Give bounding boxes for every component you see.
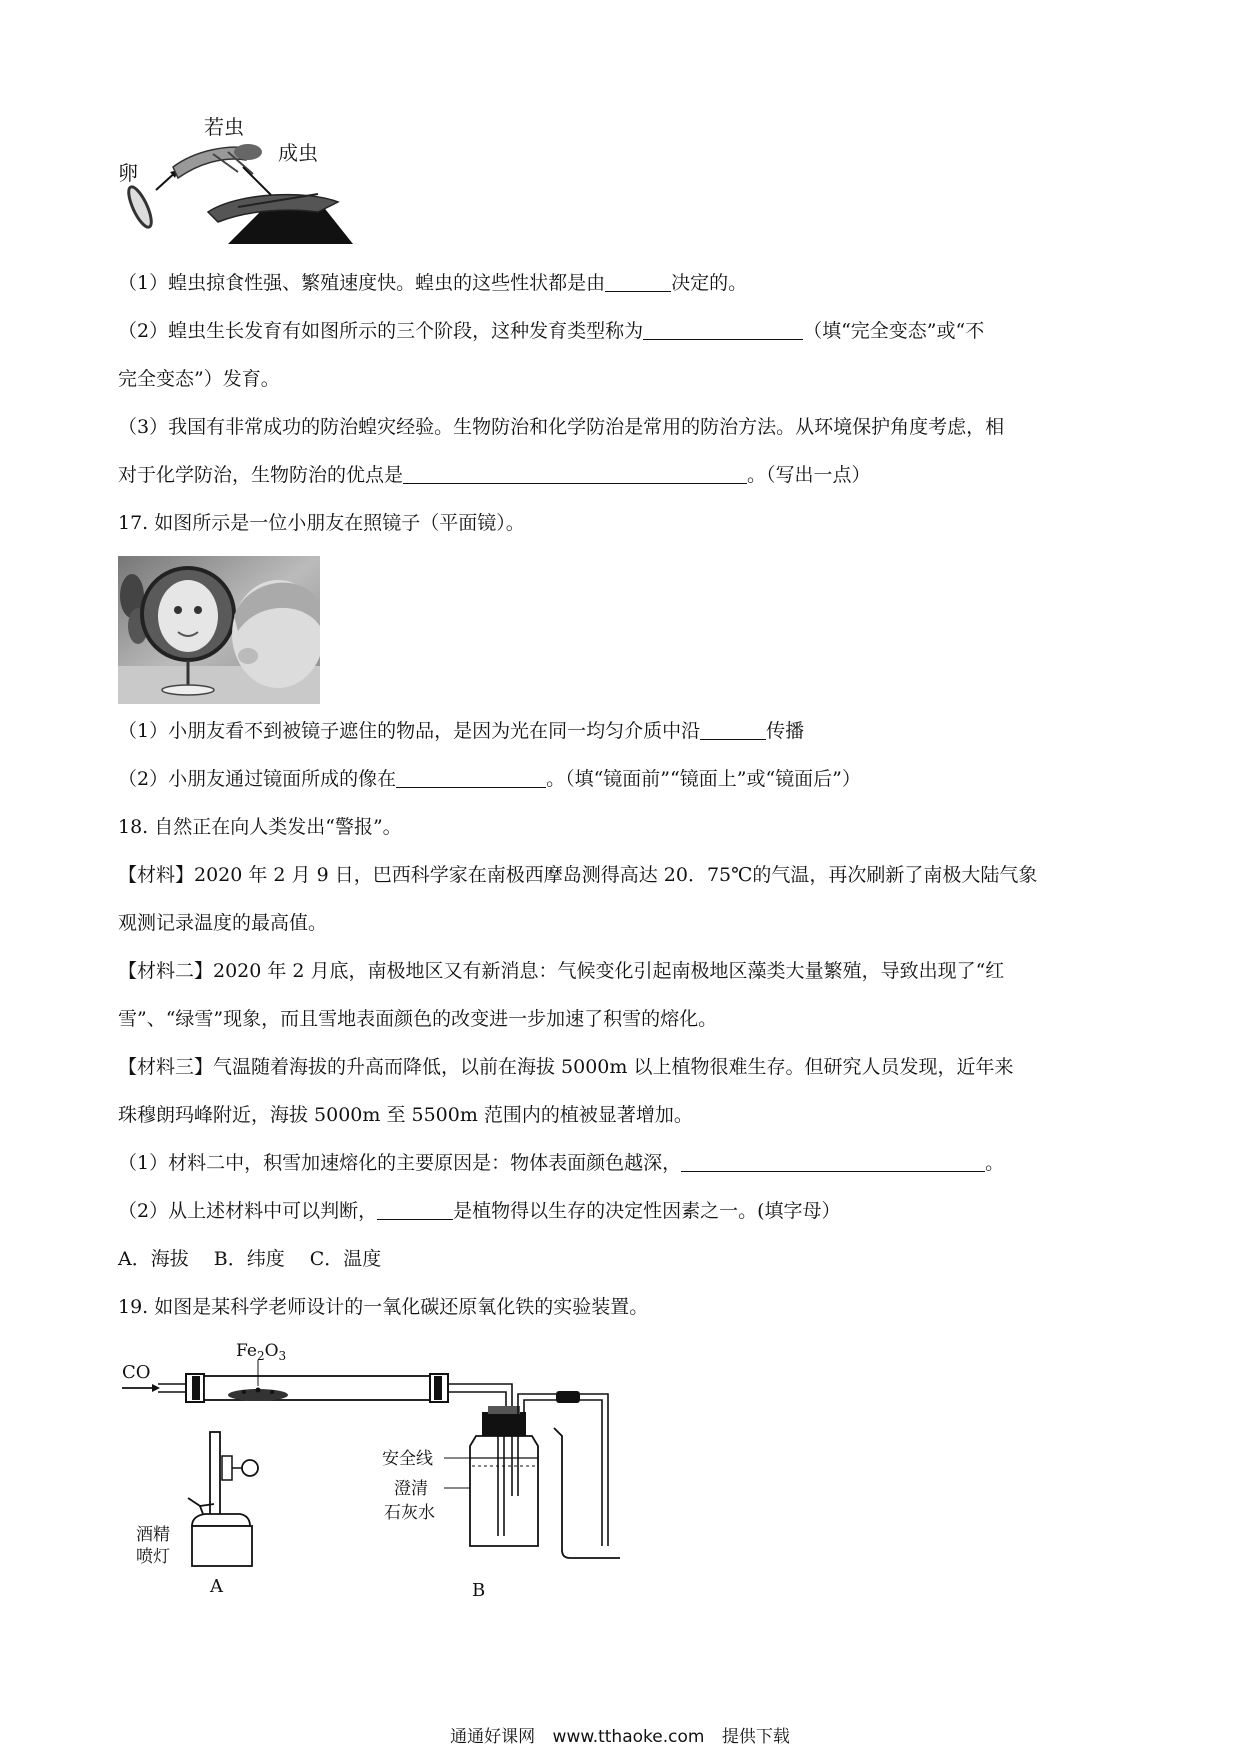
q18-part1: （1）材料二中，积雪加速熔化的主要原因是：物体表面颜色越深， 。 <box>118 1152 1005 1174</box>
q16-part1: （1）蝗虫掠食性强、繁殖速度快。蝗虫的这些性状都是由 决定的。 <box>118 272 748 294</box>
q16-part3: （3）我国有非常成功的防治蝗灾经验。生物防治和化学防治是常用的防治方法。从环境保护角度考虑，相 <box>118 416 1005 438</box>
q18-material3: 【材料三】气温随着海拔的升高而降低，以前在海拔 5000m 以上植物很难生存。但研究人员发现，近年来 <box>118 1056 1014 1078</box>
lime-water-label-1: 澄清 <box>394 1479 428 1499</box>
q16-blank-1[interactable] <box>605 271 671 292</box>
fe2o3-label: $Fe_2O_3$ <box>236 1341 287 1363</box>
q17-blank-1[interactable] <box>700 719 766 740</box>
lamp-label-2: 喷灯 <box>136 1547 170 1567</box>
co-label: CO <box>122 1362 151 1383</box>
q18-material1-cont: 观测记录温度的最高值。 <box>118 912 328 934</box>
q18-material2: 【材料二】2020 年 2 月底，南极地区又有新消息：气候变化引起南极地区藻类大量繁殖，导致出现了“红 <box>118 960 1005 982</box>
adult-label: 成虫 <box>278 141 318 165</box>
q19-stem: 19. 如图是某科学老师设计的一氧化碳还原氧化铁的实验装置。 <box>118 1296 649 1318</box>
label-b: B <box>472 1580 486 1601</box>
q18-material1: 【材料】2020 年 2 月 9 日，巴西科学家在南极西摩岛测得高达 20．75℃的气温，再次刷新了南极大陆气象 <box>118 864 1038 886</box>
q18-material3-cont: 珠穆朗玛峰附近，海拔 5000m 至 5500m 范围内的植被显著增加。 <box>118 1104 693 1126</box>
safety-line-label: 安全线 <box>382 1449 433 1469</box>
egg-shape <box>124 184 155 230</box>
page-footer <box>0 1722 1240 1747</box>
q18-blank-2[interactable] <box>377 1199 453 1220</box>
footer-site-name: 通通好课网 <box>450 1727 536 1747</box>
beaker <box>554 1428 620 1558</box>
alcohol-blowtorch <box>188 1432 258 1566</box>
q16-part2: （2）蝗虫生长发育有如图所示的三个阶段，这种发育类型称为 （填“完全变态”或“不 <box>118 320 985 342</box>
adult-drawing <box>208 194 353 244</box>
q17-stem: 17. 如图所示是一位小朋友在照镜子（平面镜）。 <box>118 512 525 534</box>
q18-material2-cont: 雪”、“绿雪”现象，而且雪地表面颜色的改变进一步加速了积雪的熔化。 <box>118 1008 718 1030</box>
footer-note: 提供下载 <box>721 1727 790 1747</box>
q16-part3-cont: 对于化学防治，生物防治的优点是 。（写出一点） <box>118 464 871 486</box>
egg-label: 卵 <box>118 161 138 185</box>
locust-life-cycle-figure <box>118 112 358 252</box>
q16-blank-3[interactable] <box>403 463 747 484</box>
q17-part2: （2）小朋友通过镜面所成的像在 。（填“镜面前”“镜面上”或“镜面后”） <box>118 768 861 790</box>
q18-part2: （2）从上述材料中可以判断， 是植物得以生存的决定性因素之一。(填字母） <box>118 1200 841 1222</box>
glass-tube <box>186 1374 448 1402</box>
nymph-label: 若虫 <box>204 115 244 139</box>
reflection-face <box>158 580 218 652</box>
q18-blank-1[interactable] <box>681 1151 985 1172</box>
q17-blank-2[interactable] <box>396 767 546 788</box>
q17-part1: （1）小朋友看不到被镜子遮住的物品，是因为光在同一均匀介质中沿 传播 <box>118 720 805 742</box>
q18-stem: 18. 自然正在向人类发出“警报”。 <box>118 816 402 838</box>
q16-blank-2[interactable] <box>643 319 803 340</box>
lime-water-bottle <box>470 1406 538 1546</box>
footer-url[interactable]: www.tthaoke.com <box>552 1727 705 1747</box>
q18-options: A．海拔 B．纬度 C．温度 <box>118 1248 382 1270</box>
q16-part2-cont: 完全变态”）发育。 <box>118 368 280 390</box>
mirror-photo <box>118 556 320 704</box>
lime-water-label-2: 石灰水 <box>384 1503 435 1523</box>
co-reduction-apparatus <box>110 1336 620 1606</box>
label-a: A <box>210 1576 223 1597</box>
lamp-label-1: 酒精 <box>136 1525 170 1545</box>
